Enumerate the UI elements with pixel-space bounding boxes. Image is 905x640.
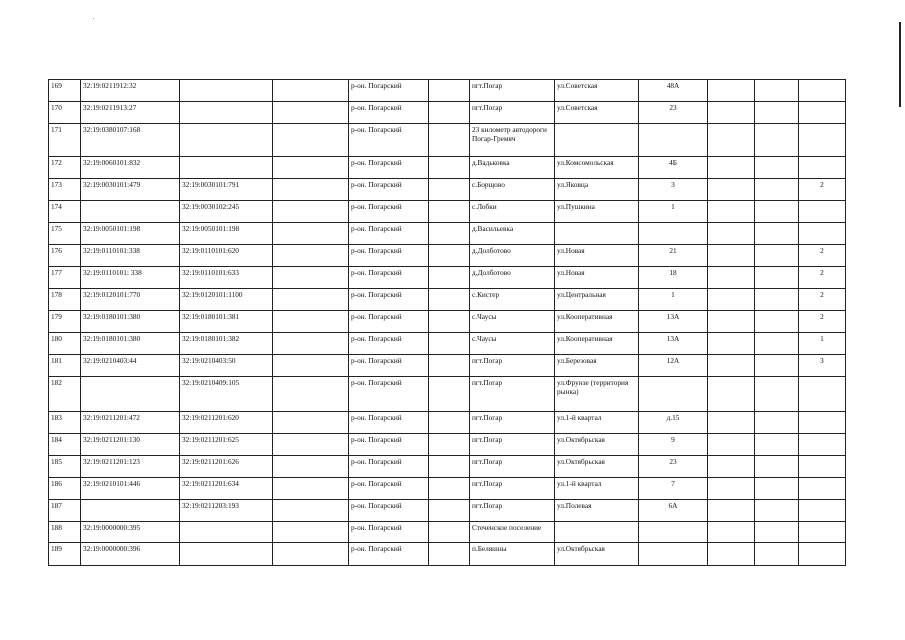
row-number: 188 bbox=[49, 522, 81, 543]
count-cell-2 bbox=[755, 157, 799, 179]
house-number-cell: 4Б bbox=[639, 157, 708, 179]
cadastral-number bbox=[81, 500, 180, 522]
count-cell-2 bbox=[755, 289, 799, 311]
count-cell-2 bbox=[755, 377, 799, 412]
count-cell-2 bbox=[755, 201, 799, 223]
house-number-cell: 7 bbox=[639, 478, 708, 500]
district-cell: р-он. Погарский bbox=[349, 245, 429, 267]
row-number: 189 bbox=[49, 543, 81, 566]
cadastral-number: 32:19:0060101:832 bbox=[81, 157, 180, 179]
locality-cell: п.Беляшны bbox=[470, 543, 555, 566]
blank-cell bbox=[429, 102, 470, 124]
cadastral-number: 32:19:0211201:130 bbox=[81, 434, 180, 456]
cadastral-number-2 bbox=[180, 80, 273, 102]
locality-cell: пгт.Погар bbox=[470, 377, 555, 412]
district-cell: р-он. Погарский bbox=[349, 333, 429, 355]
district-cell: р-он. Погарский bbox=[349, 223, 429, 245]
row-number: 181 bbox=[49, 355, 81, 377]
cadastral-number: 32:19:0210403:44 bbox=[81, 355, 180, 377]
house-number-cell: 21 bbox=[639, 245, 708, 267]
locality-cell: д.Долботово bbox=[470, 245, 555, 267]
cadastral-number-2: 32:19:0120101:1100 bbox=[180, 289, 273, 311]
cadastral-number bbox=[81, 201, 180, 223]
count-cell-3: 2 bbox=[799, 179, 846, 201]
table-row bbox=[49, 179, 846, 201]
house-number-cell: 48А bbox=[639, 80, 708, 102]
count-cell-1 bbox=[708, 289, 755, 311]
locality-cell: с.Чаусы bbox=[470, 333, 555, 355]
count-cell-1 bbox=[708, 124, 755, 157]
cadastral-number-2: 32:19:0180101:381 bbox=[180, 311, 273, 333]
blank-cell bbox=[429, 311, 470, 333]
street-cell: ул.Центральная bbox=[555, 289, 639, 311]
count-cell-3 bbox=[799, 102, 846, 124]
blank-cell bbox=[429, 223, 470, 245]
blank-cell bbox=[429, 500, 470, 522]
table-row bbox=[49, 80, 846, 102]
street-cell: ул.Советская bbox=[555, 102, 639, 124]
cadastral-number: 32:19:0180101:380 bbox=[81, 333, 180, 355]
extra-cell bbox=[273, 478, 349, 500]
cadastral-number: 32:19:0211201:472 bbox=[81, 412, 180, 434]
page-edge-line bbox=[899, 22, 901, 107]
cadastral-number-2 bbox=[180, 102, 273, 124]
count-cell-3 bbox=[799, 500, 846, 522]
street-cell bbox=[555, 522, 639, 543]
row-number: 175 bbox=[49, 223, 81, 245]
cadastral-number: 32:19:0211912:32 bbox=[81, 80, 180, 102]
house-number-cell: 23 bbox=[639, 456, 708, 478]
district-cell: р-он. Погарский bbox=[349, 355, 429, 377]
row-number: 179 bbox=[49, 311, 81, 333]
district-cell: р-он. Погарский bbox=[349, 289, 429, 311]
cadastral-number: 32:19:0000000:396 bbox=[81, 543, 180, 566]
count-cell-1 bbox=[708, 434, 755, 456]
table-row bbox=[49, 245, 846, 267]
house-number-cell: 1 bbox=[639, 201, 708, 223]
blank-cell bbox=[429, 434, 470, 456]
count-cell-2 bbox=[755, 456, 799, 478]
house-number-cell bbox=[639, 223, 708, 245]
district-cell: р-он. Погарский bbox=[349, 267, 429, 289]
cadastral-number: 32:19:0050101:198 bbox=[81, 223, 180, 245]
row-number: 186 bbox=[49, 478, 81, 500]
street-cell bbox=[555, 223, 639, 245]
street-cell: ул.Фрунзе (территория рынка) bbox=[555, 377, 639, 412]
extra-cell bbox=[273, 377, 349, 412]
extra-cell bbox=[273, 522, 349, 543]
street-cell: ул.Комсомольская bbox=[555, 157, 639, 179]
district-cell: р-он. Погарский bbox=[349, 377, 429, 412]
street-cell: ул.Советская bbox=[555, 80, 639, 102]
street-cell: ул.Новая bbox=[555, 245, 639, 267]
count-cell-1 bbox=[708, 456, 755, 478]
locality-cell: д.Вадьковка bbox=[470, 157, 555, 179]
count-cell-1 bbox=[708, 355, 755, 377]
cadastral-number-2: 32:19:0110101:620 bbox=[180, 245, 273, 267]
blank-cell bbox=[429, 245, 470, 267]
count-cell-1 bbox=[708, 333, 755, 355]
row-number: 174 bbox=[49, 201, 81, 223]
blank-cell bbox=[429, 377, 470, 412]
locality-cell: пгт.Погар bbox=[470, 456, 555, 478]
cadastral-number-2: 32:19:0211201:620 bbox=[180, 412, 273, 434]
count-cell-3 bbox=[799, 124, 846, 157]
district-cell: р-он. Погарский bbox=[349, 478, 429, 500]
street-cell: ул.1-й квартал bbox=[555, 478, 639, 500]
cadastral-number: 32:19:0110101: 338 bbox=[81, 267, 180, 289]
house-number-cell: 18 bbox=[639, 267, 708, 289]
count-cell-3 bbox=[799, 456, 846, 478]
blank-cell bbox=[429, 522, 470, 543]
street-cell: ул.Яковца bbox=[555, 179, 639, 201]
count-cell-1 bbox=[708, 478, 755, 500]
locality-cell: д.Долботово bbox=[470, 267, 555, 289]
count-cell-2 bbox=[755, 478, 799, 500]
house-number-cell: 6А bbox=[639, 500, 708, 522]
count-cell-2 bbox=[755, 245, 799, 267]
street-cell: ул.Кооперативная bbox=[555, 333, 639, 355]
cadastral-number: 32:19:0180101:380 bbox=[81, 311, 180, 333]
cadastral-number-2: 32:19:0211201:625 bbox=[180, 434, 273, 456]
count-cell-2 bbox=[755, 355, 799, 377]
count-cell-2 bbox=[755, 102, 799, 124]
extra-cell bbox=[273, 456, 349, 478]
extra-cell bbox=[273, 333, 349, 355]
district-cell: р-он. Погарский bbox=[349, 102, 429, 124]
cadastral-number: 32:19:0210101:446 bbox=[81, 478, 180, 500]
blank-cell bbox=[429, 333, 470, 355]
count-cell-3 bbox=[799, 543, 846, 566]
cadastral-number-2: 32:19:0210403:50 bbox=[180, 355, 273, 377]
extra-cell bbox=[273, 311, 349, 333]
row-number: 177 bbox=[49, 267, 81, 289]
house-number-cell: д.15 bbox=[639, 412, 708, 434]
table-row bbox=[49, 102, 846, 124]
count-cell-1 bbox=[708, 522, 755, 543]
district-cell: р-он. Погарский bbox=[349, 124, 429, 157]
count-cell-1 bbox=[708, 543, 755, 566]
count-cell-3: 2 bbox=[799, 311, 846, 333]
blank-cell bbox=[429, 267, 470, 289]
count-cell-2 bbox=[755, 333, 799, 355]
cadastral-number-2 bbox=[180, 157, 273, 179]
row-number: 172 bbox=[49, 157, 81, 179]
district-cell: р-он. Погарский bbox=[349, 456, 429, 478]
extra-cell bbox=[273, 245, 349, 267]
house-number-cell: 13А bbox=[639, 311, 708, 333]
extra-cell bbox=[273, 500, 349, 522]
table-row bbox=[49, 543, 846, 566]
count-cell-1 bbox=[708, 80, 755, 102]
table-row bbox=[49, 201, 846, 223]
locality-cell: пгт.Погар bbox=[470, 102, 555, 124]
extra-cell bbox=[273, 267, 349, 289]
locality-cell: пгт.Погар bbox=[470, 355, 555, 377]
count-cell-3: 2 bbox=[799, 267, 846, 289]
table-row bbox=[49, 522, 846, 543]
row-number: 182 bbox=[49, 377, 81, 412]
house-number-cell bbox=[639, 522, 708, 543]
count-cell-3 bbox=[799, 434, 846, 456]
blank-cell bbox=[429, 355, 470, 377]
house-number-cell: 1 bbox=[639, 289, 708, 311]
house-number-cell: 13А bbox=[639, 333, 708, 355]
district-cell: р-он. Погарский bbox=[349, 311, 429, 333]
house-number-cell: 9 bbox=[639, 434, 708, 456]
cadastral-number-2: 32:19:0211201:626 bbox=[180, 456, 273, 478]
count-cell-1 bbox=[708, 102, 755, 124]
house-number-cell: 23 bbox=[639, 102, 708, 124]
table-row bbox=[49, 377, 846, 412]
count-cell-1 bbox=[708, 157, 755, 179]
extra-cell bbox=[273, 543, 349, 566]
cadastral-number-2: 32:19:0030101:791 bbox=[180, 179, 273, 201]
table-row bbox=[49, 223, 846, 245]
extra-cell bbox=[273, 201, 349, 223]
cadastral-number: 32:19:0211201:123 bbox=[81, 456, 180, 478]
house-number-cell bbox=[639, 543, 708, 566]
count-cell-2 bbox=[755, 80, 799, 102]
cadastral-number: 32:19:0211913:27 bbox=[81, 102, 180, 124]
count-cell-1 bbox=[708, 245, 755, 267]
count-cell-2 bbox=[755, 223, 799, 245]
blank-cell bbox=[429, 201, 470, 223]
cadastral-number: 32:19:0380107:168 bbox=[81, 124, 180, 157]
street-cell: ул.Пушкина bbox=[555, 201, 639, 223]
table-row bbox=[49, 311, 846, 333]
street-cell: ул.Новая bbox=[555, 267, 639, 289]
extra-cell bbox=[273, 102, 349, 124]
extra-cell bbox=[273, 223, 349, 245]
count-cell-2 bbox=[755, 500, 799, 522]
house-number-cell: 12А bbox=[639, 355, 708, 377]
house-number-cell bbox=[639, 377, 708, 412]
district-cell: р-он. Погарский bbox=[349, 201, 429, 223]
locality-cell: Стеченское поселение bbox=[470, 522, 555, 543]
row-number: 170 bbox=[49, 102, 81, 124]
locality-cell: пгт.Погар bbox=[470, 80, 555, 102]
locality-cell: д.Васильевка bbox=[470, 223, 555, 245]
blank-cell bbox=[429, 412, 470, 434]
count-cell-3 bbox=[799, 377, 846, 412]
count-cell-2 bbox=[755, 124, 799, 157]
cadastral-number: 32:19:0120101:770 bbox=[81, 289, 180, 311]
district-cell: р-он. Погарский bbox=[349, 500, 429, 522]
count-cell-3 bbox=[799, 522, 846, 543]
count-cell-2 bbox=[755, 179, 799, 201]
cadastral-number-2: 32:19:0030102:245 bbox=[180, 201, 273, 223]
table-row bbox=[49, 355, 846, 377]
cadastral-number-2: 32:19:0210409:105 bbox=[180, 377, 273, 412]
blank-cell bbox=[429, 543, 470, 566]
cadastral-number-2 bbox=[180, 543, 273, 566]
count-cell-2 bbox=[755, 522, 799, 543]
row-number: 169 bbox=[49, 80, 81, 102]
locality-cell: пгт.Погар bbox=[470, 412, 555, 434]
locality-cell: 23 километр автодороги Погар-Гремяч bbox=[470, 124, 555, 157]
table-row bbox=[49, 333, 846, 355]
row-number: 173 bbox=[49, 179, 81, 201]
street-cell: ул.1-й квартал bbox=[555, 412, 639, 434]
extra-cell bbox=[273, 434, 349, 456]
blank-cell bbox=[429, 456, 470, 478]
street-cell: ул.Октябрьская bbox=[555, 434, 639, 456]
extra-cell bbox=[273, 124, 349, 157]
count-cell-1 bbox=[708, 412, 755, 434]
locality-cell: с.Чаусы bbox=[470, 311, 555, 333]
count-cell-1 bbox=[708, 500, 755, 522]
cadastral-number bbox=[81, 377, 180, 412]
row-number: 184 bbox=[49, 434, 81, 456]
extra-cell bbox=[273, 80, 349, 102]
district-cell: р-он. Погарский bbox=[349, 543, 429, 566]
registry-table-body bbox=[49, 80, 846, 566]
table-row bbox=[49, 124, 846, 157]
extra-cell bbox=[273, 412, 349, 434]
locality-cell: с.Кистер bbox=[470, 289, 555, 311]
locality-cell: с.Лобки bbox=[470, 201, 555, 223]
count-cell-1 bbox=[708, 179, 755, 201]
cadastral-number-2 bbox=[180, 124, 273, 157]
street-cell: ул.Октябрьская bbox=[555, 456, 639, 478]
table-row bbox=[49, 157, 846, 179]
row-number: 171 bbox=[49, 124, 81, 157]
table-row bbox=[49, 434, 846, 456]
scan-speck bbox=[93, 18, 94, 19]
cadastral-number: 32:19:0000000:395 bbox=[81, 522, 180, 543]
row-number: 185 bbox=[49, 456, 81, 478]
blank-cell bbox=[429, 478, 470, 500]
count-cell-3: 2 bbox=[799, 245, 846, 267]
district-cell: р-он. Погарский bbox=[349, 157, 429, 179]
table-row bbox=[49, 412, 846, 434]
table-row bbox=[49, 500, 846, 522]
house-number-cell: 3 bbox=[639, 179, 708, 201]
blank-cell bbox=[429, 289, 470, 311]
cadastral-number-2: 32:19:0211201:634 bbox=[180, 478, 273, 500]
count-cell-3 bbox=[799, 157, 846, 179]
registry-table bbox=[48, 79, 846, 566]
count-cell-3 bbox=[799, 201, 846, 223]
count-cell-2 bbox=[755, 311, 799, 333]
blank-cell bbox=[429, 179, 470, 201]
street-cell: ул.Березовая bbox=[555, 355, 639, 377]
district-cell: р-он. Погарский bbox=[349, 80, 429, 102]
count-cell-3 bbox=[799, 223, 846, 245]
count-cell-1 bbox=[708, 311, 755, 333]
extra-cell bbox=[273, 355, 349, 377]
table-row bbox=[49, 456, 846, 478]
locality-cell: пгт.Погар bbox=[470, 434, 555, 456]
row-number: 180 bbox=[49, 333, 81, 355]
locality-cell: пгт.Погар bbox=[470, 478, 555, 500]
district-cell: р-он. Погарский bbox=[349, 522, 429, 543]
locality-cell: с.Борщово bbox=[470, 179, 555, 201]
row-number: 187 bbox=[49, 500, 81, 522]
cadastral-number-2: 32:19:0211203:193 bbox=[180, 500, 273, 522]
cadastral-number-2: 32:19:0050101:198 bbox=[180, 223, 273, 245]
house-number-cell bbox=[639, 124, 708, 157]
count-cell-3 bbox=[799, 412, 846, 434]
count-cell-3 bbox=[799, 478, 846, 500]
street-cell: ул.Октябрьская bbox=[555, 543, 639, 566]
count-cell-1 bbox=[708, 267, 755, 289]
district-cell: р-он. Погарский bbox=[349, 434, 429, 456]
cadastral-number-2: 32:19:0110101:633 bbox=[180, 267, 273, 289]
count-cell-1 bbox=[708, 377, 755, 412]
count-cell-2 bbox=[755, 543, 799, 566]
extra-cell bbox=[273, 157, 349, 179]
count-cell-3: 1 bbox=[799, 333, 846, 355]
street-cell bbox=[555, 124, 639, 157]
cadastral-number-2: 32:19:0180101:382 bbox=[180, 333, 273, 355]
count-cell-3: 3 bbox=[799, 355, 846, 377]
blank-cell bbox=[429, 80, 470, 102]
cadastral-number: 32:19:0110101:338 bbox=[81, 245, 180, 267]
blank-cell bbox=[429, 157, 470, 179]
district-cell: р-он. Погарский bbox=[349, 179, 429, 201]
blank-cell bbox=[429, 124, 470, 157]
locality-cell: пгт.Погар bbox=[470, 500, 555, 522]
count-cell-2 bbox=[755, 267, 799, 289]
extra-cell bbox=[273, 289, 349, 311]
cadastral-number: 32:19:0030101:479 bbox=[81, 179, 180, 201]
count-cell-3 bbox=[799, 80, 846, 102]
row-number: 176 bbox=[49, 245, 81, 267]
cadastral-number-2 bbox=[180, 522, 273, 543]
table-row bbox=[49, 478, 846, 500]
district-cell: р-он. Погарский bbox=[349, 412, 429, 434]
count-cell-3: 2 bbox=[799, 289, 846, 311]
count-cell-2 bbox=[755, 412, 799, 434]
row-number: 178 bbox=[49, 289, 81, 311]
count-cell-2 bbox=[755, 434, 799, 456]
street-cell: ул.Кооперативная bbox=[555, 311, 639, 333]
count-cell-1 bbox=[708, 223, 755, 245]
row-number: 183 bbox=[49, 412, 81, 434]
table-row bbox=[49, 289, 846, 311]
extra-cell bbox=[273, 179, 349, 201]
table-row bbox=[49, 267, 846, 289]
count-cell-1 bbox=[708, 201, 755, 223]
street-cell: ул.Полевая bbox=[555, 500, 639, 522]
